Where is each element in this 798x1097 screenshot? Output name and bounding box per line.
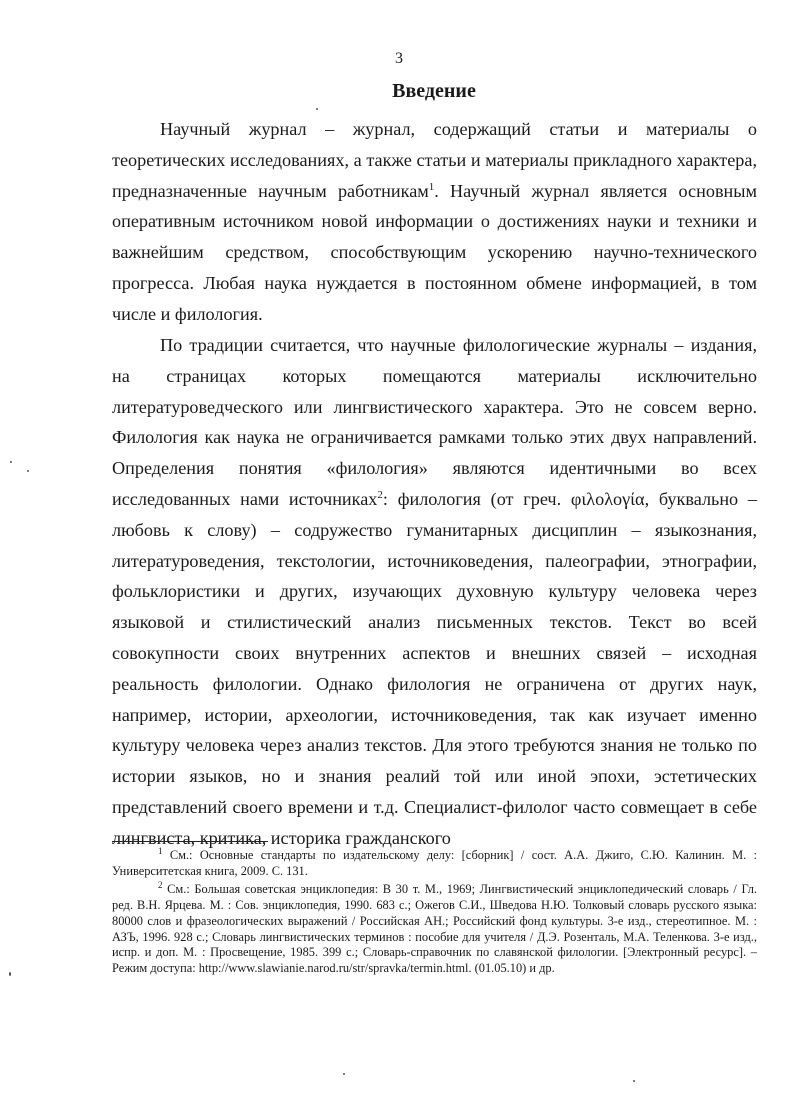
section-title: Введение [392, 80, 476, 102]
footnote-separator [112, 841, 268, 842]
paragraph-text [112, 114, 757, 330]
footnote-1 [112, 845, 757, 880]
footnote-reference-2[interactable]: 2 [377, 488, 383, 501]
paragraph-text-part: : филология (от греч. φιλολογία, буквально – любовь к слову) – содружество гуманитарных дисциплин – языкознания, литературоведения, текстологии, источниковедения, палеографии, этнографии, фольклористики и других, изучающих духовную культуру человека через языковой и стилистический анализ письменных текстов. Текст во всей совокупности своих внутренних аспектов и внешних связей – исходная реальность филологии. Однако филология не ограничена от других наук, например, истории, археологии, источниковедения, так как изучает именно культуру человека через анализ текстов. Для этого требуются знания не только по истории языков, но и знания реалий той или иной эпохи, эстетических представлений своего времени и т.д. Специалист-филолог часто совмещает в себе лингвиста, критика, историка гражданского [112, 488, 757, 848]
paragraph-text [112, 330, 757, 854]
scan-speck [343, 1073, 345, 1075]
scan-speck [316, 108, 318, 110]
paragraph-text-part: Научный журнал – журнал, содержащий статьи и материалы о теоретических исследованиях, а также статьи и материалы прикладного характера, предназначенные научным работникам [112, 119, 757, 201]
paragraph-text-part: По традиции считается, что научные филологические журналы – издания, на страницах которых помещаются материалы исключительно литературоведческого или лингвистического характера. Это не совсем верно. Филология как наука не ограничивается рамками только этих двух направлений. Определения понятия «филология» являются идентичными во всех исследованных нами источниках [112, 335, 757, 509]
paragraph-text-part: . Научный журнал является основным оперативным источником новой информации о достижениях науки и техники и важнейшим средством, способствующим ускорению научно-технического прогресса. Любая наука нуждается в постоянном обмене информацией, в том числе и филология. [112, 180, 758, 324]
scan-speck [9, 972, 11, 976]
scan-speck [10, 461, 12, 463]
page-number: 3 [395, 50, 403, 67]
body-paragraph-2 [112, 330, 757, 854]
body-paragraph-1 [112, 114, 757, 330]
footnote-marker: 2 [158, 879, 163, 890]
footnote-reference-1[interactable]: 1 [428, 180, 435, 193]
footnote-text: См.: Большая советская энциклопедия: В 30 т. М., 1969; Лингвистический энциклопедический словарь / Гл. ред. В.Н. Ярцева. М. : Сов. энциклопедия, 1990. 683 с.; Ожегов С.И., Шведова Н.Ю. Толковый словарь русского языка: 80000 слов и фразеологических выражений / Российская АН.; Российский фонд культуры. 3-е изд., стереотипное. М. : АЗЪ, 1996. 928 с.; Словарь лингвистических терминов : пособие для учителя / Д.Э. Розенталь, М.А. Теленкова. 3-е изд., испр. и доп. М. : Просвещение, 1985. 399 с.; Словарь-справочник по славянской филологии. [Электронный ресурс]. – Режим доступа: http://www.slawianie.narod.ru/str/spravka/termin.html. (01.05.10) и др. [112, 881, 757, 976]
scan-speck [633, 1080, 635, 1082]
footnote-2 [112, 879, 757, 977]
footnote-marker: 1 [158, 845, 163, 856]
footnotes [112, 845, 757, 977]
scan-speck [27, 470, 29, 472]
footnote-text: См.: Основные стандарты по издательскому делу: [сборник] / сост. А.А. Джиго, С.Ю. Калинин. М. : Университетская книга, 2009. С. 131. [112, 848, 757, 878]
